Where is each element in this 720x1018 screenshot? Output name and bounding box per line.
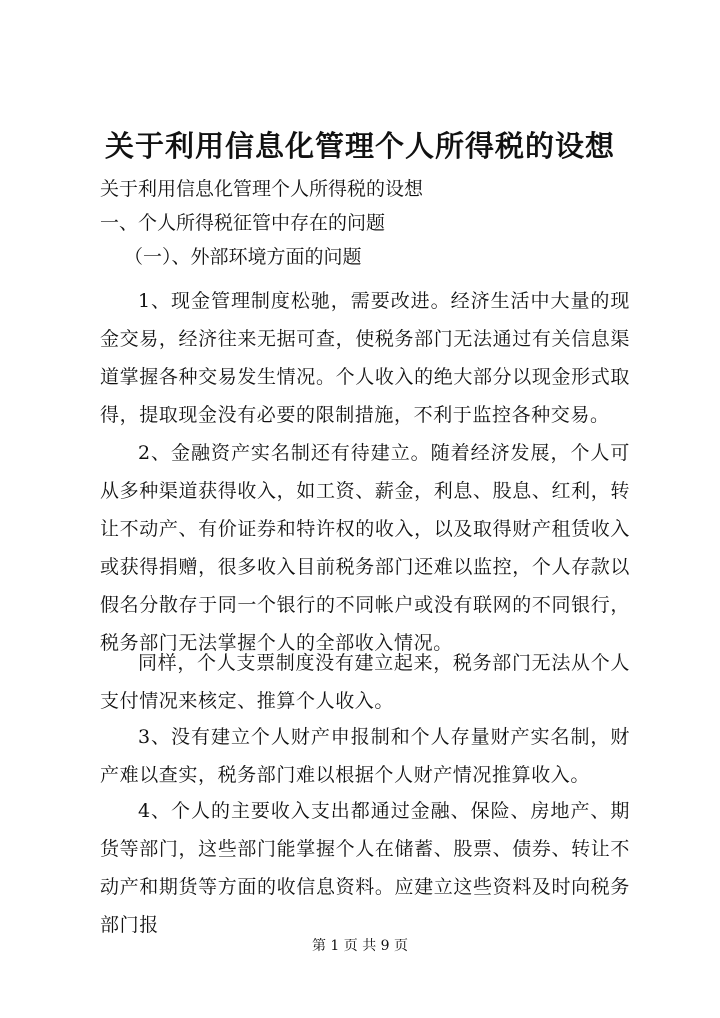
paragraph-3: 同样，个人支票制度没有建立起来，税务部门无法从个人支付情况来核定、推算个人收入。 <box>100 652 630 712</box>
paragraph-1: 1、现金管理制度松驰，需要改进。经济生活中大量的现金交易，经济往来无据可查，使税务部门无法通过有关信息渠道掌握各种交易发生情况。个人收入的绝大部分以现金形式取得，提取现金没有必要的限制措施，不利于监控各种交易。 <box>100 290 630 426</box>
document-title: 关于利用信息化管理个人所得税的设想 <box>104 129 615 163</box>
paragraph-5: 4、个人的主要收入支出都通过金融、保险、房地产、期货等部门，这些部门能掌握个人在储蓄、股票、债券、转让不动产和期货等方面的收信息资料。应建立这些资料及时向税务部门报 <box>100 800 630 936</box>
page-number-footer: 第 1 页 共 9 页 <box>311 938 409 954</box>
paragraph-2: 2、金融资产实名制还有待建立。随着经济发展，个人可从多种渠道获得收入，如工资、薪金，利息、股息、红利，转让不动产、有价证券和特许权的收入，以及取得财产租赁收入或获得捐赠，很多收入目前税务部门还难以监控，个人存款以假名分散存于同一个银行的不同帐户或没有联网的不同银行，税务部门无法掌握个人的全部收入情况。 <box>100 442 630 654</box>
paragraph-4: 3、没有建立个人财产申报制和个人存量财产实名制，财产难以查实，税务部门难以根据个人财产情况推算收入。 <box>100 726 630 786</box>
section-heading: 一、个人所得税征管中存在的问题 <box>100 212 386 234</box>
subsection-heading: （一）、外部环境方面的问题 <box>124 246 362 268</box>
document-subtitle: 关于利用信息化管理个人所得税的设想 <box>100 178 424 200</box>
